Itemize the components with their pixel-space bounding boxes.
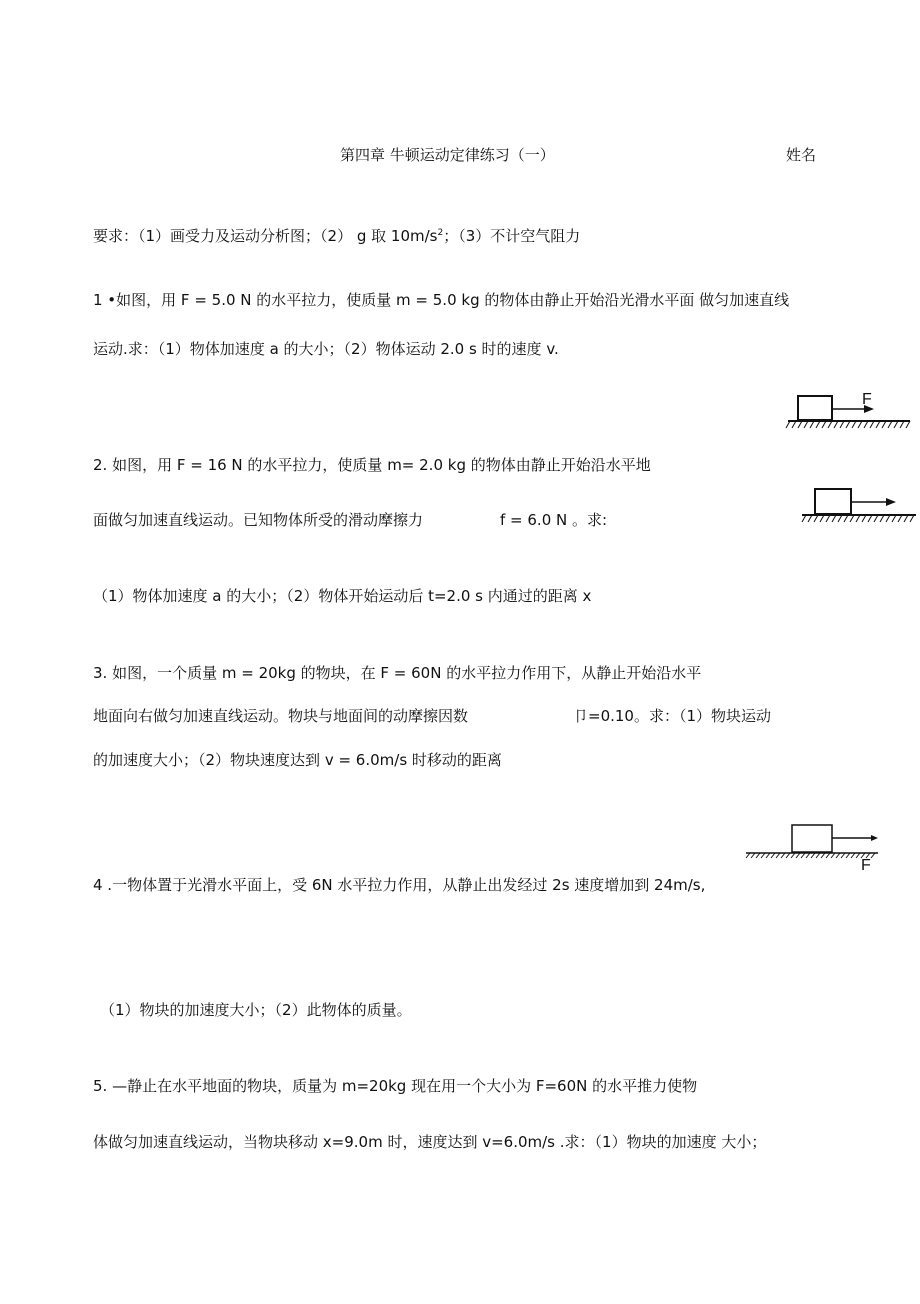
requirements-line [93,223,580,246]
problem-1-line-2: 运动.求：（1）物体加速度 a 的大小；（2）物体运动 2.0 s 时的速度 v. [93,340,559,358]
problem-1-figure [784,388,912,434]
problem-3-line-3: 的加速度大小；（2）物块速度达到 v = 6.0m/s 时移动的距离 [93,751,502,769]
problem-5-line-2: 体做匀加速直线运动，当物块移动 x=9.0m 时，速度达到 v=6.0m/s .求：（1）物块的加速度 大小； [93,1133,767,1151]
problem-2-line-1: 2. 如图，用 F = 16 N 的水平拉力，使质量 m= 2.0 kg 的物体由静止开始沿水平地 [93,456,651,474]
problem-3-line-2b: 卩=0.10。求：（1）物块运动 [573,707,772,725]
force-arrowhead [886,498,896,506]
ground-hatching [786,421,910,428]
block-shape [815,489,851,514]
problem-1-line-1: 1 •如图，用 F = 5.0 N 的水平拉力，使质量 m = 5.0 kg 的物体由静止开始沿光滑水平面 做匀加速直线 [93,291,790,309]
name-label: 姓名 [786,146,817,164]
page-title: 第四章 牛顿运动定律练习（一） [340,146,555,164]
ground-hatching [802,515,914,522]
force-label: F [861,857,871,872]
problem-2-figure [800,484,918,526]
problem-2-line-2b: f = 6.0 N 。求: [500,511,608,529]
problem-5-line-1: 5. —静止在水平地面的物块，质量为 m=20kg 现在用一个大小为 F=60N 的水平推力使物 [93,1077,698,1095]
problem-3-line-1: 3. 如图，一个质量 m = 20kg 的物块，在 F = 60N 的水平拉力作用下，从静止开始沿水平 [93,664,702,682]
problem-2-line-2a: 面做匀加速直线运动。已知物体所受的滑动摩擦力 [93,511,424,529]
requirements-superscript: 2 [437,228,444,238]
force-label: F [862,391,872,408]
requirements-text-end: ；（3）不计空气阻力 [443,227,581,245]
block-shape [792,825,832,852]
problem-4-line-2: （1）物块的加速度大小；（2）此物体的质量。 [100,1001,412,1019]
requirements-text: 要求：（1）画受力及运动分析图；（2） g 取 10m/s [93,227,438,245]
problem-4-line-1: 4 .一物体置于光滑水平面上，受 6N 水平拉力作用，从静止出发经过 2s 速度增加到 24m/s, [93,876,706,894]
force-arrowhead [871,835,878,841]
problem-3-line-2a: 地面向右做匀加速直线运动。物块与地面间的动摩擦因数 [93,707,469,725]
block-shape [798,396,832,420]
problem-2-line-3: （1）物体加速度 a 的大小；（2）物体开始运动后 t=2.0 s 内通过的距离 x [93,587,592,605]
problem-3-figure [744,820,882,872]
